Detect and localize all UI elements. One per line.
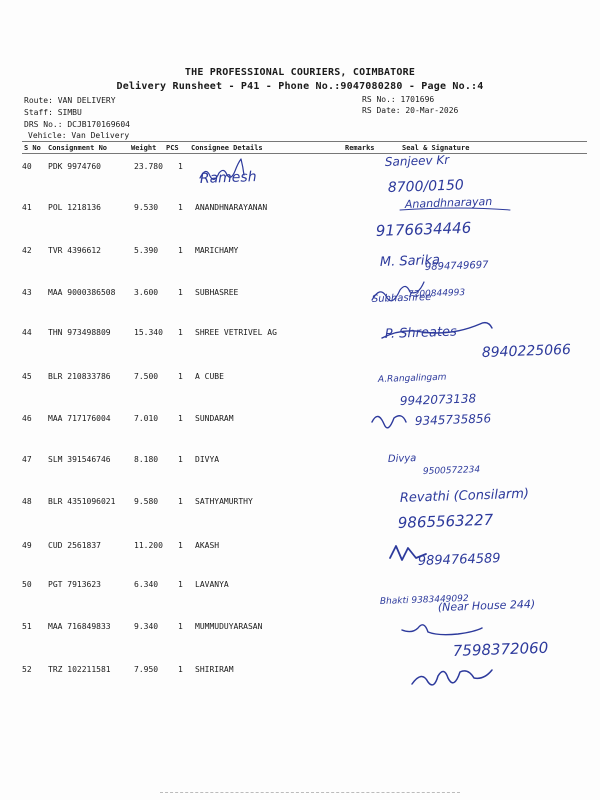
sno-cell: 51: [22, 622, 32, 631]
weight-cell: 9.580: [134, 497, 159, 506]
rs-date: RS Date: 20-Mar-2026: [362, 106, 459, 115]
pcs-cell: 1: [178, 414, 183, 423]
handwritten-text: 7200844993: [407, 288, 466, 300]
handwritten-text: 9942073138: [399, 391, 477, 408]
pcs-cell: 1: [178, 203, 183, 212]
sno-cell: 52: [22, 665, 32, 674]
weight-cell: 8.180: [134, 455, 159, 464]
consignee-cell: DIVYA: [195, 455, 220, 464]
weight-cell: 3.600: [134, 288, 159, 297]
sno-cell: 49: [22, 541, 32, 550]
weight-cell: 9.340: [134, 622, 159, 631]
company-title: THE PROFESSIONAL COURIERS, COIMBATORE: [184, 67, 416, 78]
col-consignee: Consignee Details: [191, 144, 263, 152]
consignment-cell: POL 1218136: [48, 203, 101, 212]
weight-cell: 11.200: [134, 541, 163, 550]
handwritten-text: Divya: [387, 453, 417, 465]
consignee-cell: ANANDHNARAYANAN: [195, 203, 268, 212]
sno-cell: 46: [22, 414, 32, 423]
consignment-cell: MAA 716849833: [48, 622, 111, 631]
handwritten-text: P. Shreates: [384, 324, 458, 342]
weight-cell: 7.500: [134, 372, 159, 381]
sno-cell: 47: [22, 455, 32, 464]
sno-cell: 48: [22, 497, 32, 506]
consignment-cell: TRZ 102211581: [48, 665, 111, 674]
handwritten-text: A.Rangalingam: [377, 372, 447, 385]
handwritten-text: 9176634446: [375, 218, 472, 240]
pcs-cell: 1: [178, 580, 183, 589]
weight-cell: 9.530: [134, 203, 159, 212]
weight-cell: 7.950: [134, 665, 159, 674]
page-bottom-marks: [160, 792, 460, 796]
weight-cell: 23.780: [134, 162, 163, 171]
sno-cell: 40: [22, 162, 32, 171]
handwritten-text: 9865563227: [397, 510, 494, 532]
col-seal-signature: Seal & Signature: [402, 144, 470, 152]
handwritten-text: Sanjeev Kr: [384, 152, 450, 169]
consignment-cell: PGT 7913623: [48, 580, 101, 589]
sno-cell: 41: [22, 203, 32, 212]
consignment-cell: THN 973498809: [48, 328, 111, 337]
col-weight: Weight: [131, 144, 157, 152]
route-label: Route: VAN DELIVERY: [24, 96, 116, 105]
sno-cell: 42: [22, 246, 32, 255]
handwritten-text: Subhashree: [371, 291, 432, 305]
weight-cell: 6.340: [134, 580, 159, 589]
pcs-cell: 1: [178, 455, 183, 464]
consignee-cell: SUBHASREE: [195, 288, 239, 297]
handwritten-text: 9894764589: [417, 551, 501, 569]
pcs-cell: 1: [178, 665, 183, 674]
sno-cell: 44: [22, 328, 32, 337]
handwritten-text: 9345735856: [414, 411, 492, 428]
consignment-cell: BLR 4351096021: [48, 497, 116, 506]
handwritten-text: Bhakti 9383449092: [379, 593, 469, 607]
handwritten-text: 7598372060: [452, 638, 549, 660]
consignee-cell: AKASH: [195, 541, 220, 550]
consignee-cell: MUMMUDUYARASAN: [195, 622, 263, 631]
handwritten-text: (Near House 244): [437, 597, 536, 614]
col-sno: S No: [24, 144, 41, 152]
handwritten-text: 8940225066: [481, 341, 572, 361]
vehicle-label: Vehicle: Van Delivery: [28, 131, 130, 140]
weight-cell: 7.010: [134, 414, 159, 423]
pcs-cell: 1: [178, 246, 183, 255]
consignment-cell: PDK 9974760: [48, 162, 101, 171]
consignee-cell: A CUBE: [195, 372, 224, 381]
sno-cell: 50: [22, 580, 32, 589]
handwritten-text: 9500572234: [422, 465, 481, 477]
consignee-cell: SATHYAMURTHY: [195, 497, 253, 506]
col-remarks: Remarks: [345, 144, 375, 152]
sno-cell: 45: [22, 372, 32, 381]
consignee-cell: SUNDARAM: [195, 414, 234, 423]
pcs-cell: 1: [178, 162, 183, 171]
rs-number: RS No.: 1701696: [362, 95, 435, 104]
consignment-cell: CUD 2561837: [48, 541, 101, 550]
consignment-cell: MAA 717176004: [48, 414, 111, 423]
pcs-cell: 1: [178, 497, 183, 506]
handwritten-text: M. Sarika: [379, 252, 441, 270]
handwritten-text: Ramesh: [199, 169, 257, 187]
consignee-cell: SHREE VETRIVEL AG: [195, 328, 277, 337]
pcs-cell: 1: [178, 372, 183, 381]
pcs-cell: 1: [178, 541, 183, 550]
consignment-cell: MAA 9000386508: [48, 288, 116, 297]
consignee-cell: MARICHAMY: [195, 246, 239, 255]
consignment-cell: TVR 4396612: [48, 246, 101, 255]
consignee-cell: SHIRIRAM: [195, 665, 234, 674]
runsheet-subtitle: Delivery Runsheet - P41 - Phone No.:9047080280 - Page No.:4: [116, 81, 484, 92]
consignment-cell: BLR 210833786: [48, 372, 111, 381]
weight-cell: 5.390: [134, 246, 159, 255]
consignment-cell: SLM 391546746: [48, 455, 111, 464]
pcs-cell: 1: [178, 328, 183, 337]
consignee-cell: LAVANYA: [195, 580, 229, 589]
weight-cell: 15.340: [134, 328, 163, 337]
pcs-cell: 1: [178, 622, 183, 631]
pcs-cell: 1: [178, 288, 183, 297]
drs-number: DRS No.: DCJB170169604: [24, 120, 130, 129]
handwritten-text: Revathi (Consilarm): [399, 486, 530, 506]
handwritten-text: 9894749697: [424, 259, 489, 273]
sno-cell: 43: [22, 288, 32, 297]
col-consignment: Consignment No: [48, 144, 108, 152]
handwritten-text: Anandhnarayan: [404, 194, 493, 211]
staff-label: Staff: SIMBU: [24, 108, 82, 117]
handwritten-text: 8700/0150: [387, 177, 465, 196]
col-pcs: PCS: [166, 144, 179, 152]
